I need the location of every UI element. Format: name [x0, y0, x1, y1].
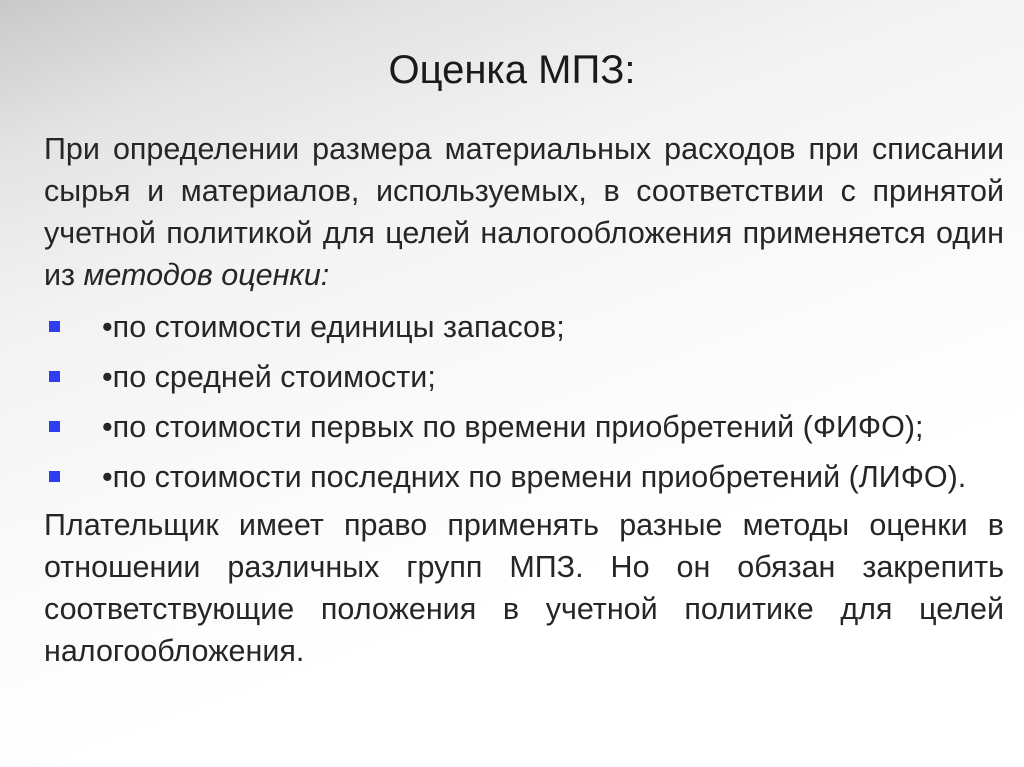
- slide-body: [44, 128, 1004, 672]
- list-item-text: •по средней стоимости;: [102, 360, 436, 394]
- list-item-text: •по стоимости последних по времени приобретений (ЛИФО).: [102, 460, 967, 494]
- intro-emphasis: методов оценки:: [83, 258, 330, 292]
- list-item-text: •по стоимости первых по времени приобретений (ФИФО);: [102, 410, 924, 444]
- square-bullet-icon: [49, 321, 60, 332]
- square-bullet-icon: [49, 471, 60, 482]
- list-item: [44, 356, 1004, 398]
- list-item: [44, 406, 1004, 448]
- intro-paragraph: [44, 128, 1004, 296]
- list-item-text: •по стоимости единицы запасов;: [102, 310, 565, 344]
- list-item: [44, 306, 1004, 348]
- methods-list: [44, 306, 1004, 498]
- list-item: [44, 456, 1004, 498]
- closing-paragraph: Плательщик имеет право применять разные методы оценки в отношении различных групп МПЗ. Но он обязан закрепить соответствующие положения в учетной политике для целей налогообложения.: [44, 508, 1004, 668]
- square-bullet-icon: [49, 371, 60, 382]
- slide-title: Оценка МПЗ:: [388, 48, 636, 92]
- intro-text: При определении размера материальных расходов при списании сырья и материалов, используемых, в соответствии с принятой учетной политикой для целей налогообложения применяется один из: [44, 132, 1004, 292]
- square-bullet-icon: [49, 421, 60, 432]
